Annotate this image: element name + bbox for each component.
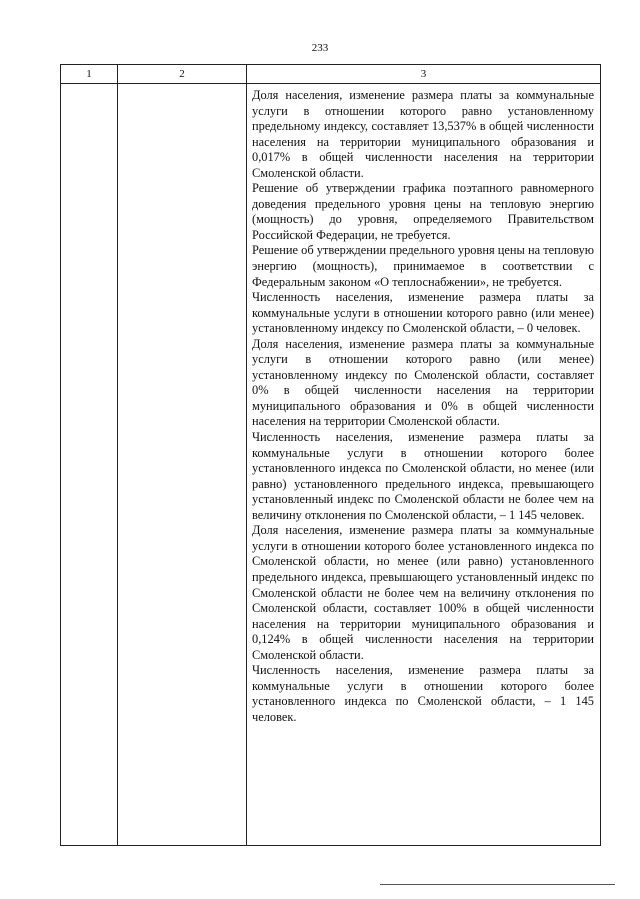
paragraph: Доля населения, изменение размера платы за коммунальные услуги в отношении которого более установленного индекса по Смоленской области, но менее (или равно) установленного предельного индекса, превышающего установленный индекс по Смоленской области не более чем на величину отклонения по Смоленской области, составляет 100% в общей численности населения на территории муниципального образования и 0,124% в общей численности населения на территории Смоленской области. xyxy=(252,523,594,662)
paragraph: Численность населения, изменение размера платы за коммунальные услуги в отношении которого более установленного индекса по Смоленской области, – 1 145 человек. xyxy=(252,663,594,724)
column-1-cell xyxy=(61,84,118,846)
column-header-3: 3 xyxy=(247,65,601,84)
column-header-1: 1 xyxy=(61,65,118,84)
paragraph: Решение об утверждении предельного уровня цены на тепловую энергию (мощность), принимаемое в соответствии с Федеральным законом «О теплоснабжении», не требуется. xyxy=(252,243,594,289)
column-2-cell xyxy=(118,84,247,846)
document-table xyxy=(60,64,601,846)
paragraph: Доля населения, изменение размера платы за коммунальные услуги в отношении которого равно установленному предельному индексу, составляет 13,537% в общей численности населения на территории муниципального образования и 0,017% в общей численности населения на территории Смоленской области. xyxy=(252,88,594,180)
column-3-text xyxy=(247,84,600,725)
table-row xyxy=(61,84,601,846)
table-header-row xyxy=(61,65,601,84)
paragraph: Численность населения, изменение размера платы за коммунальные услуги в отношении которого более установленного индекса по Смоленской области, но менее (или равно) установленного предельного индекса, превышающего установленный индекс по Смоленской области не более чем на величину отклонения по Смоленской области, – 1 145 человек. xyxy=(252,430,594,522)
paragraph: Решение об утверждении графика поэтапного равномерного доведения предельного уровня цены на тепловую энергию (мощность) до уровня, определяемого Правительством Российской Федерации, не требуется. xyxy=(252,181,594,242)
paragraph: Численность населения, изменение размера платы за коммунальные услуги в отношении которого равно (или менее) установленному индексу по Смоленской области, – 0 человек. xyxy=(252,290,594,336)
footer-rule xyxy=(380,884,615,885)
paragraph: Доля населения, изменение размера платы за коммунальные услуги в отношении которого равно (или менее) установленному индексу по Смоленской области, составляет 0% в общей численности населения на территории муниципального образования и 0% в общей численности населения на территории Смоленской области. xyxy=(252,336,594,429)
page-number: 233 xyxy=(311,42,329,54)
column-header-2: 2 xyxy=(118,65,247,84)
column-3-cell xyxy=(247,84,601,846)
